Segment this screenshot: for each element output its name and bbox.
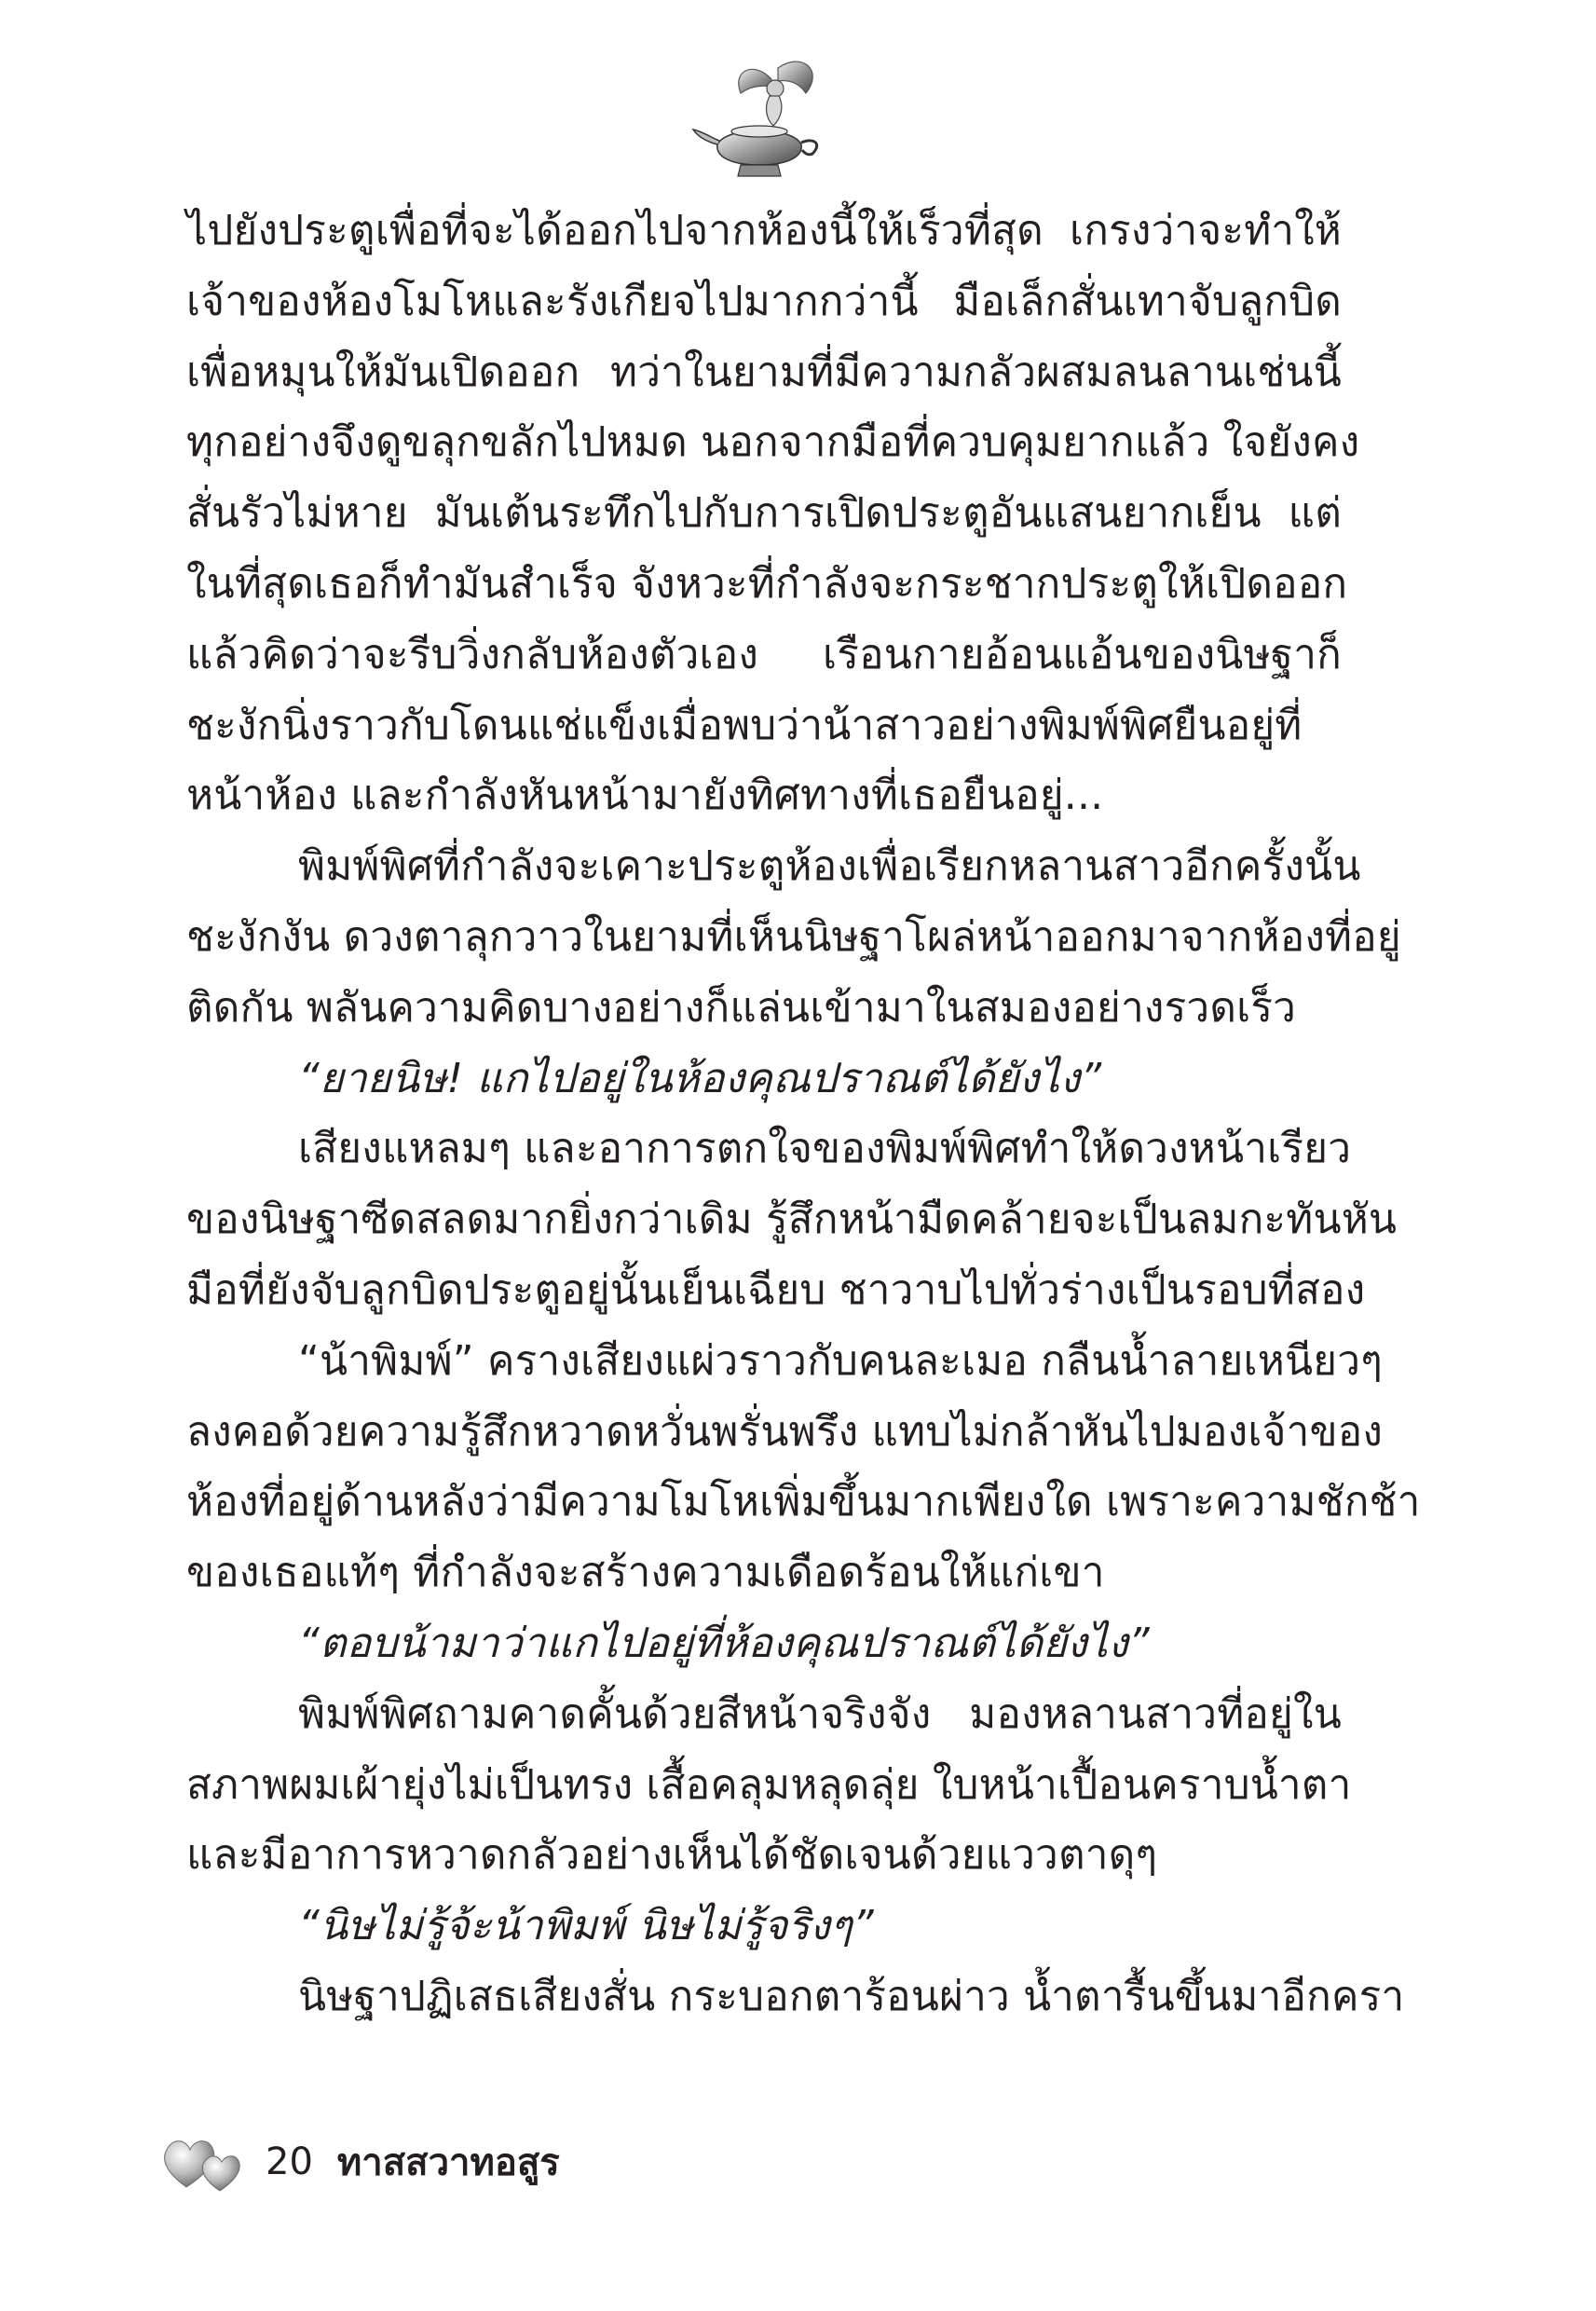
text-line: เสียงแหลมๆ และอาการตกใจของพิมพ์พิศทำให้ดวงหน้าเรียว	[298, 1125, 1352, 1173]
page-number: 20	[266, 2140, 313, 2183]
text-line: สั่นรัวไม่หาย มันเต้นระทึกไปกับการเปิดประตูอันแสนยากเย็น แต่	[186, 489, 1342, 538]
text-line: พิมพ์พิศที่กำลังจะเคาะประตูห้องเพื่อเรียกหลานสาวอีกครั้งนั้น	[298, 842, 1361, 891]
text-line: หน้าห้อง และกำลังหันหน้ามายังทิศทางที่เธอยืนอยู่...	[186, 772, 1104, 820]
text-line: ในที่สุดเธอก็ทำมันสำเร็จ จังหวะที่กำลังจะกระชากประตูให้เปิดออก	[186, 559, 1348, 608]
book-title: ทาสสวาทอสูร	[336, 2141, 560, 2184]
text-line: ห้องที่อยู่ด้านหลังว่ามีความโมโหเพิ่มขึ้นมากเพียงใด เพราะความชักช้า	[186, 1478, 1421, 1526]
text-line: นิษฐาปฏิเสธเสียงสั่น กระบอกตาร้อนผ่าว น้ำตารื้นขึ้นมาอีกครา	[298, 1972, 1405, 2020]
text-line: มือที่ยังจับลูกบิดประตูอยู่นั้นเย็นเฉียบ ชาวาบไปทั่วร่างเป็นรอบที่สอง	[186, 1265, 1366, 1314]
text-line: แล้วคิดว่าจะรีบวิ่งกลับห้องตัวเอง เรือนกายอ้อนแอ้นของนิษฐาก็	[186, 630, 1342, 678]
text-line: ของเธอแท้ๆ ที่กำลังจะสร้างความเดือดร้อนให้แก่เขา	[186, 1549, 1105, 1597]
cupid-teapot-icon	[689, 51, 829, 191]
text-line: ทุกอย่างจึงดูขลุกขลักไปหมด นอกจากมือที่ควบคุมยากแล้ว ใจยังคง	[186, 418, 1360, 467]
dialogue-line: “ตอบน้ามาว่าแกไปอยู่ที่ห้องคุณปราณต์ได้ยังไง”	[298, 1619, 1150, 1667]
text-line: สภาพผมเผ้ายุ่งไม่เป็นทรง เสื้อคลุมหลุดลุ่ย ใบหน้าเปื้อนคราบน้ำตา	[186, 1760, 1352, 1809]
text-line: ชะงักงัน ดวงตาลุกวาวในยามที่เห็นนิษฐาโผล่หน้าออกมาจากห้องที่อยู่	[186, 912, 1401, 961]
text-line: และมีอาการหวาดกลัวอย่างเห็นได้ชัดเจนด้วยแววตาดุๆ	[186, 1831, 1158, 1880]
text-line: ติดกัน พลันความคิดบางอย่างก็แล่นเข้ามาในสมองอย่างรวดเร็ว	[186, 983, 1297, 1032]
text-line: เพื่อหมุนให้มันเปิดออก ทว่าในยามที่มีความกลัวผสมลนลานเช่นนี้	[186, 348, 1342, 396]
text-line: ไปยังประตูเพื่อที่จะได้ออกไปจากห้องนี้ให้เร็วที่สุด เกรงว่าจะทำให้	[186, 207, 1342, 254]
text-line: พิมพ์พิศถามคาดคั้นด้วยสีหน้าจริงจัง มองหลานสาวที่อยู่ใน	[298, 1689, 1342, 1738]
dialogue-line: “นิษไม่รู้จ้ะน้าพิมพ์ นิษไม่รู้จริงๆ”	[298, 1902, 874, 1950]
hearts-icon	[158, 2129, 247, 2195]
text-line: เจ้าของห้องโมโหและรังเกียจไปมากกว่านี้ มือเล็กสั่นเทาจับลูกบิด	[186, 277, 1342, 325]
body-text	[186, 196, 1421, 2032]
text-line: ลงคอด้วยความรู้สึกหวาดหวั่นพรั่นพรึง แทบไม่กล้าหันไปมองเจ้าของ	[186, 1407, 1384, 1456]
text-line: “น้าพิมพ์” ครางเสียงแผ่วราวกับคนละเมอ กลืนน้ำลายเหนียวๆ	[298, 1336, 1383, 1385]
text-line: ชะงักนิ่งราวกับโดนแช่แข็งเมื่อพบว่าน้าสาวอย่างพิมพ์พิศยืนอยู่ที่	[186, 701, 1303, 749]
dialogue-line: “ยายนิษ! แกไปอยู่ในห้องคุณปราณต์ได้ยังไง”	[298, 1054, 1102, 1102]
page-footer	[158, 2125, 560, 2199]
text-line: ของนิษฐาซีดสลดมากยิ่งกว่าเดิม รู้สึกหน้ามืดคล้ายจะเป็นลมกะทันหัน	[186, 1196, 1398, 1244]
